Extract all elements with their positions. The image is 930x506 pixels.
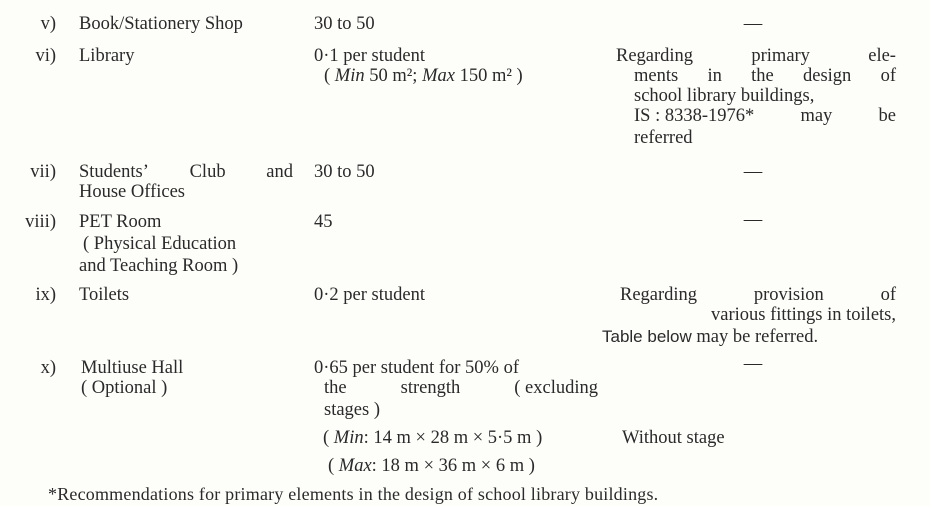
- remark-library-line-4: IS : 8338-1976* may be: [634, 106, 896, 126]
- facility-multiuse-hall-line-2: ( Optional ): [81, 378, 168, 398]
- multiuse-hall-min-remark: Without stage: [622, 428, 725, 448]
- remark-multiuse-hall: —: [743, 354, 763, 374]
- area-multiuse-hall-line-2: the strength ( excluding: [324, 378, 598, 398]
- area-multiuse-hall-line-1: 0·65 per student for 50% of: [314, 358, 519, 378]
- area-book-shop: 30 to 50: [314, 14, 375, 34]
- remark-students-club: —: [743, 162, 763, 182]
- row-number-v: v): [40, 14, 56, 34]
- area-pet-room: 45: [314, 212, 333, 232]
- multiuse-hall-max-dimensions: ( Max: 18 m × 36 m × 6 m ): [328, 456, 535, 476]
- facility-book-shop: Book/Stationery Shop: [79, 14, 243, 34]
- area-toilets: 0·2 per student: [314, 285, 425, 305]
- remark-library-line-1: Regarding primary ele-: [616, 46, 896, 66]
- remark-toilets-line-3: Table below may be referred.: [602, 327, 819, 347]
- area-multiuse-hall-line-3: stages ): [324, 400, 380, 420]
- multiuse-hall-min-dimensions: ( Min: 14 m × 28 m × 5·5 m ): [323, 428, 543, 448]
- row-number-vii: vii): [30, 162, 56, 182]
- remark-library-line-2: ments in the design of: [634, 66, 896, 86]
- remark-toilets-line-2: various fittings in toilets,: [711, 305, 896, 325]
- row-number-ix: ix): [35, 285, 56, 305]
- row-number-vi: vi): [35, 46, 56, 66]
- facility-pet-room-line-2: ( Physical Education: [83, 234, 237, 254]
- area-library: 0·1 per student: [314, 46, 425, 66]
- area-library-min-max: ( Min 50 m²; Max 150 m² ): [324, 66, 523, 86]
- footnote: *Recommendations for primary elements in the design of school library buildings.: [48, 484, 659, 504]
- table-below-reference: Table below: [602, 327, 692, 346]
- row-number-viii: viii): [25, 212, 56, 232]
- facility-library: Library: [79, 46, 135, 66]
- remark-toilets-line-1: Regarding provision of: [620, 285, 896, 305]
- remark-library-line-5: referred: [634, 128, 693, 148]
- area-students-club: 30 to 50: [314, 162, 375, 182]
- row-number-x: x): [40, 358, 56, 378]
- facility-toilets: Toilets: [79, 285, 130, 305]
- facility-students-club-line-2: House Offices: [79, 182, 186, 202]
- remark-library-line-3: school library buildings,: [634, 86, 815, 106]
- facility-pet-room-line-1: PET Room: [79, 212, 162, 232]
- remark-pet-room: —: [743, 210, 763, 230]
- facility-multiuse-hall-line-1: Multiuse Hall: [81, 358, 184, 378]
- facility-students-club-line-1: Students’ Club and: [79, 162, 293, 182]
- facility-pet-room-line-3: and Teaching Room ): [79, 256, 239, 276]
- remark-book-shop: —: [743, 14, 763, 34]
